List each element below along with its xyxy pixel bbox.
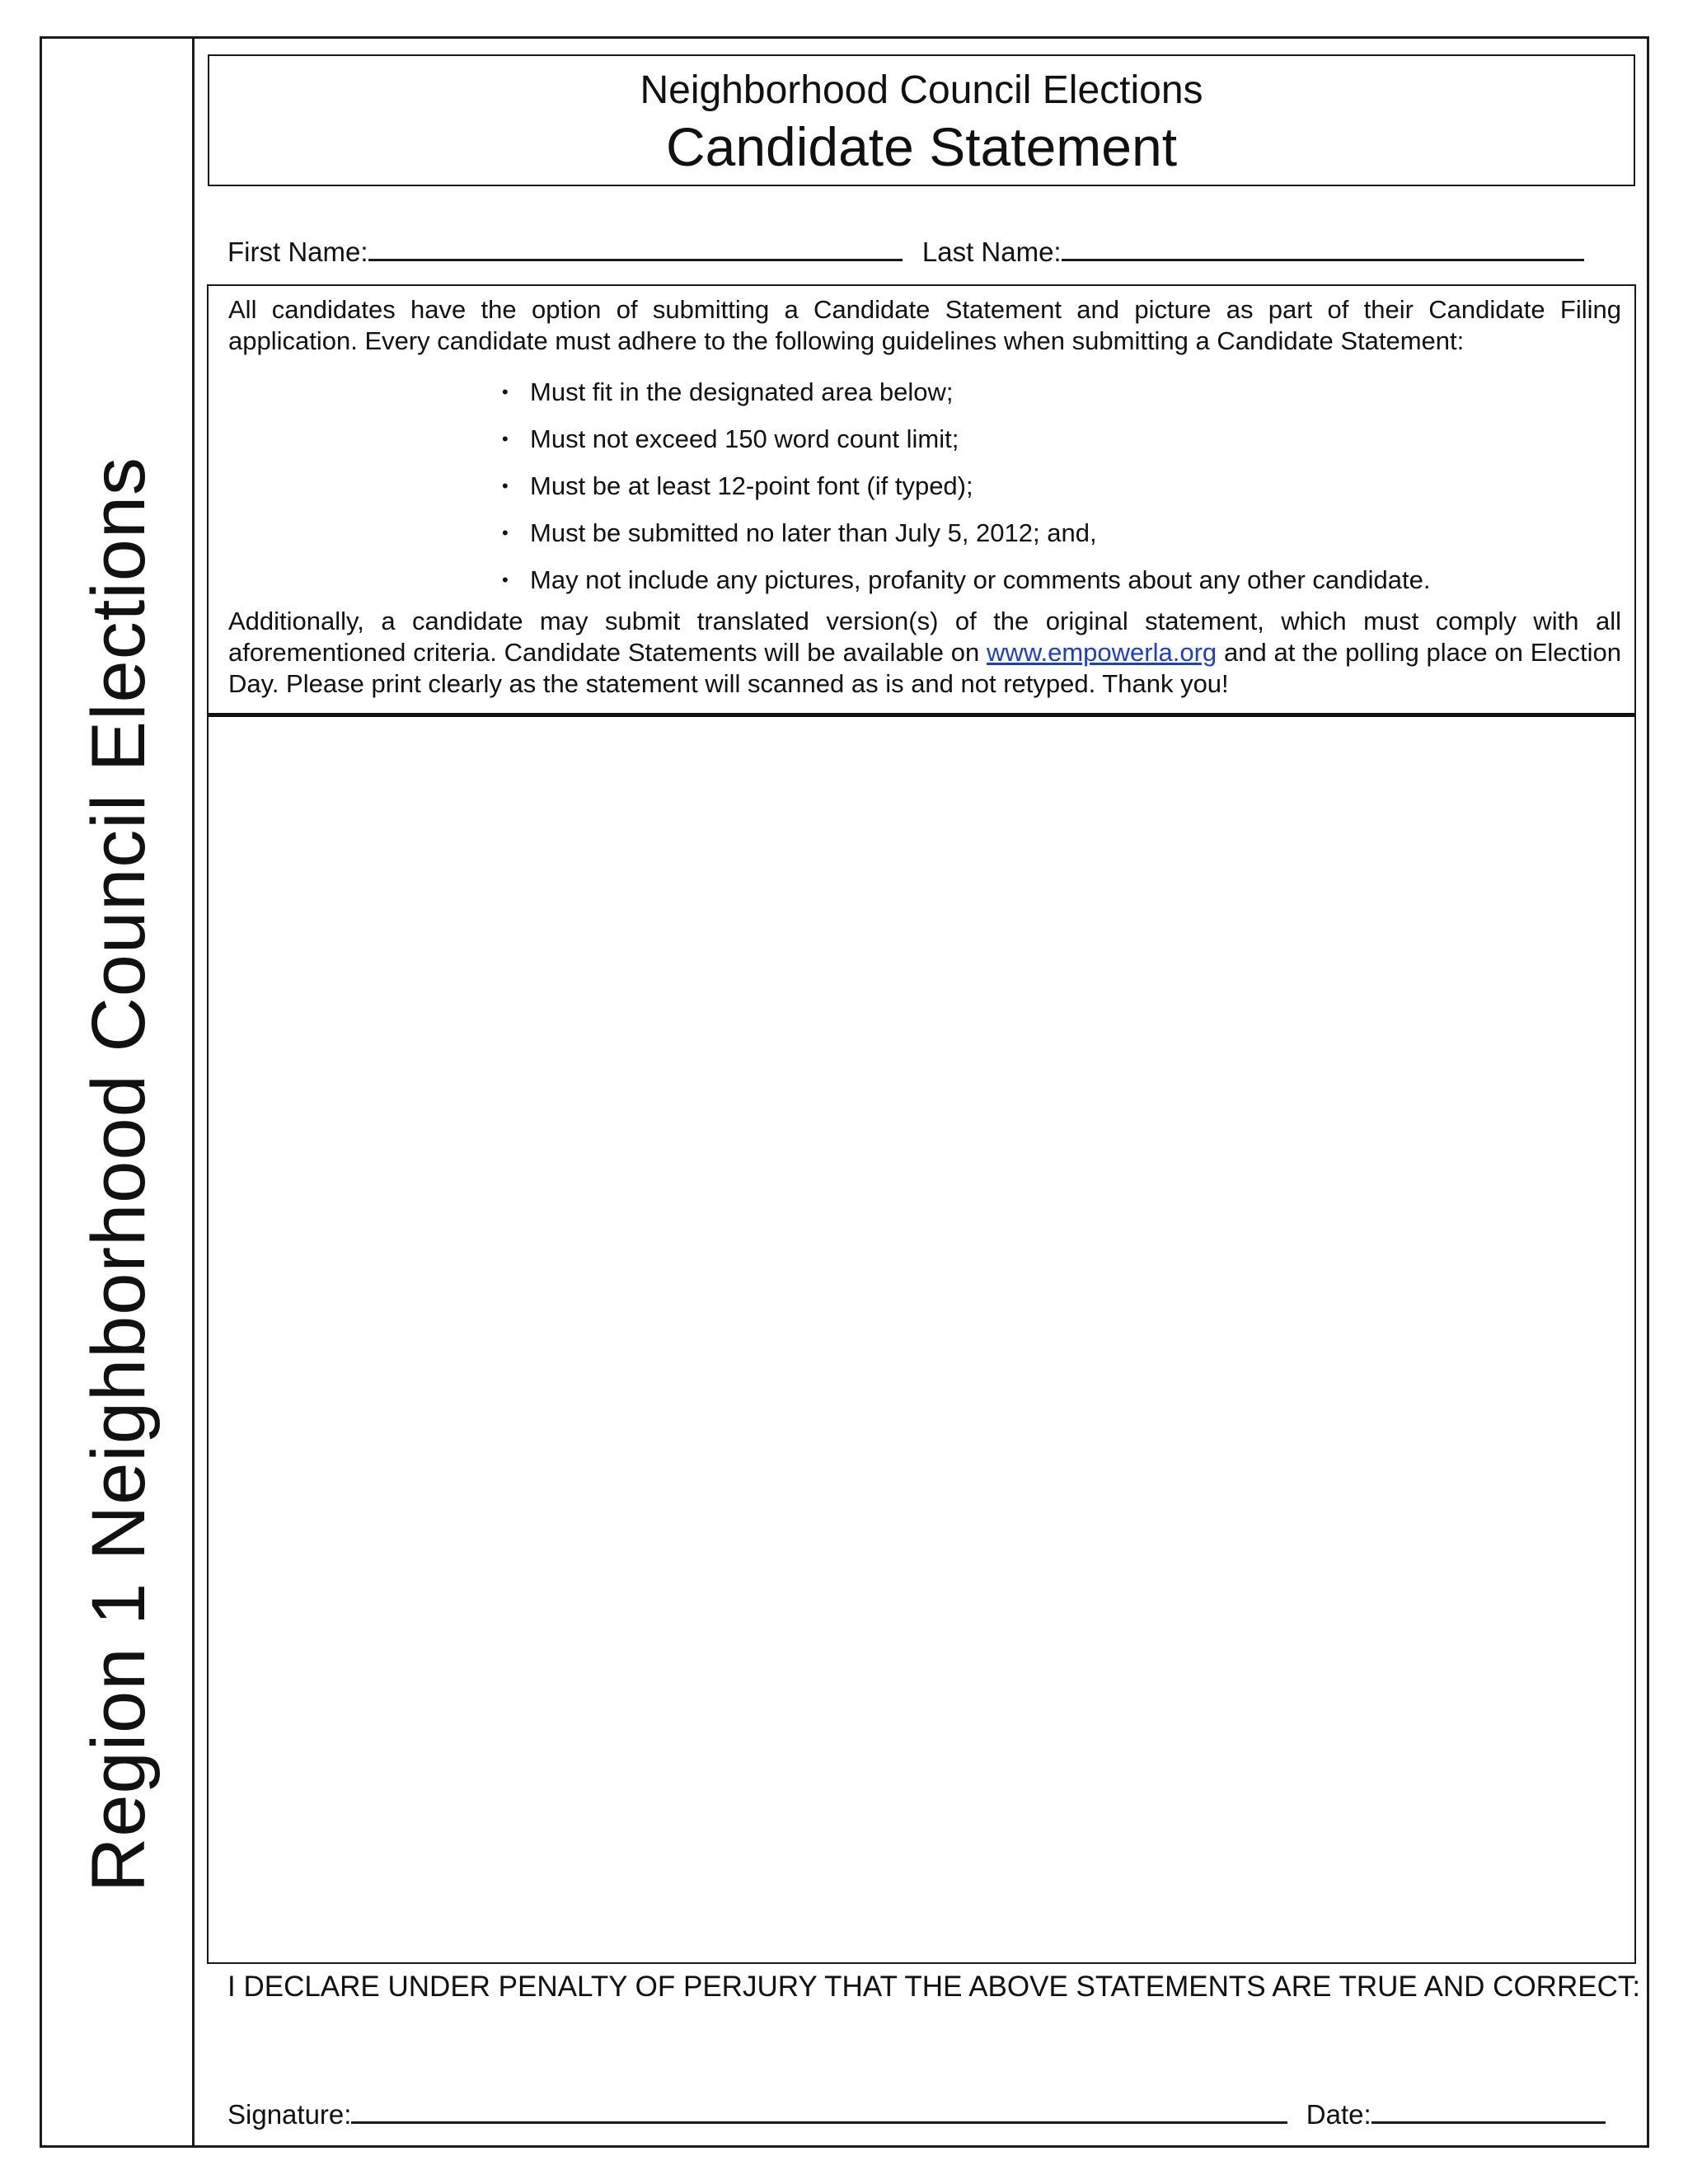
signature-label: Signature: (227, 2099, 352, 2130)
guideline-text: Must be submitted no later than July 5, 2012; and, (530, 518, 1097, 547)
bullet-icon: • (502, 523, 509, 543)
guideline-text: Must not exceed 150 word count limit; (530, 424, 959, 453)
date-label: Date: (1306, 2099, 1372, 2130)
form-subtitle: Neighborhood Council Elections (640, 68, 1203, 112)
signature-field[interactable] (351, 2093, 1287, 2124)
form-title: Candidate Statement (665, 116, 1178, 177)
last-name-field[interactable] (1062, 231, 1584, 261)
guideline-item (502, 462, 1573, 509)
additional-instructions (228, 606, 1621, 700)
guideline-item (502, 415, 1573, 462)
guidelines-list (502, 368, 1573, 603)
header-box (208, 54, 1635, 186)
section-divider (209, 713, 1634, 717)
bullet-icon: • (502, 476, 509, 496)
additional-text-end: and at the polling place on Election Day. Please print clearly as the statement will scanned as is and not retyped. Thank you! (228, 638, 1621, 698)
guideline-item (502, 556, 1573, 603)
bullet-icon: • (502, 382, 509, 402)
guideline-text: May not include any pictures, profanity or comments about any other candidate. (530, 565, 1431, 594)
guideline-item (502, 368, 1573, 415)
additional-text-start: Additionally, a candidate may submit translated version(s) of the original statement, which must comply with all aforementioned criteria. Candidate Statements will be available on (228, 607, 1621, 667)
statement-form-box (207, 284, 1636, 1964)
guideline-text: Must fit in the designated area below; (530, 377, 954, 406)
bullet-icon: • (502, 569, 509, 590)
date-field[interactable] (1372, 2093, 1606, 2124)
bullet-icon: • (502, 429, 509, 449)
last-name-label: Last Name: (921, 237, 1062, 267)
perjury-declaration: I DECLARE UNDER PENALTY OF PERJURY THAT THE ABOVE STATEMENTS ARE TRUE AND CORRECT: (227, 1971, 1641, 2003)
empowerla-link[interactable]: www.empowerla.org (987, 638, 1217, 667)
guideline-text: Must be at least 12-point font (if typed); (530, 471, 973, 500)
name-row (227, 231, 1584, 267)
first-name-field[interactable] (368, 231, 903, 261)
region-title: Region 1 Neighborhood Council Elections (77, 456, 161, 1893)
instructions-intro: All candidates have the option of submitting a Candidate Statement and picture as part of their Candidate Filing application. Every candidate must adhere to the following guidelines when submitting a Candidate Statement: (228, 295, 1621, 355)
statement-writing-area[interactable] (209, 718, 1634, 1961)
guideline-item (502, 509, 1573, 556)
signature-row (227, 2093, 1606, 2130)
first-name-label: First Name: (227, 237, 368, 267)
